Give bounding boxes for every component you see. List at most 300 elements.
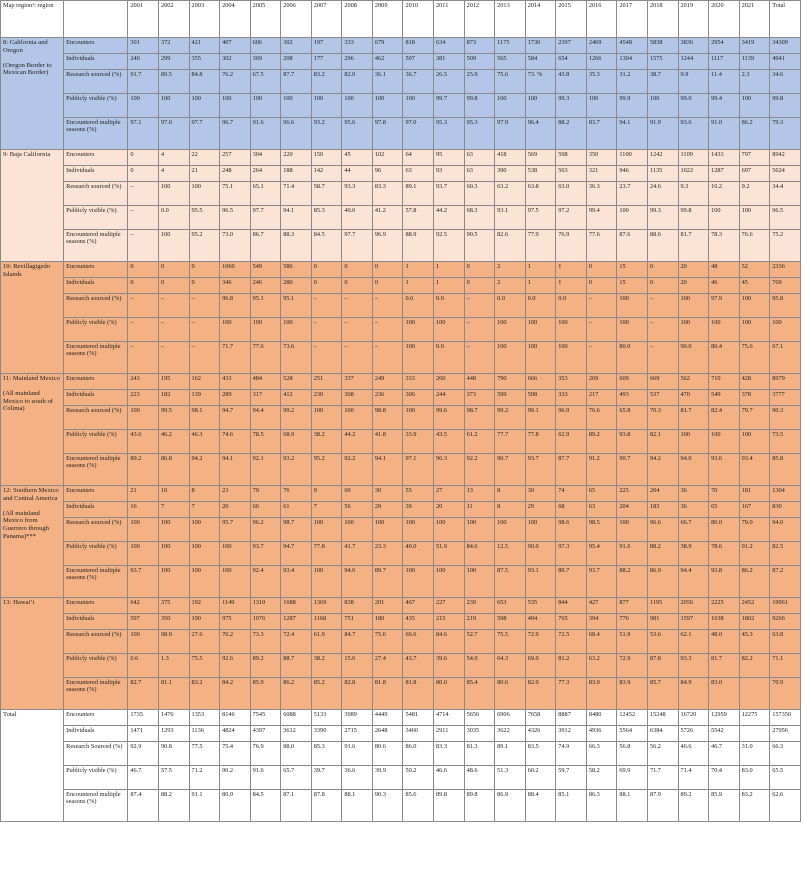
value-cell: 41.7 bbox=[342, 542, 373, 566]
value-cell: 63 bbox=[403, 166, 434, 182]
value-cell: 167 bbox=[739, 502, 770, 518]
value-cell: 73. % bbox=[525, 70, 556, 94]
value-cell: 142 bbox=[311, 166, 342, 182]
value-cell: 63 bbox=[464, 150, 495, 166]
value-cell: 584 bbox=[525, 54, 556, 70]
value-cell: – bbox=[128, 294, 159, 318]
value-cell: 4397 bbox=[250, 726, 281, 742]
value-cell: 90.7 bbox=[617, 454, 648, 486]
value-cell: 46.7 bbox=[709, 742, 740, 766]
value-cell: 609 bbox=[617, 374, 648, 390]
value-cell: 65.7 bbox=[281, 766, 312, 790]
value-cell: 1135 bbox=[647, 166, 678, 182]
value-cell: 95.3 bbox=[434, 118, 465, 150]
value-cell: 90.5 bbox=[464, 230, 495, 262]
value-cell: 84.6 bbox=[434, 630, 465, 654]
value-cell: 61 bbox=[281, 502, 312, 518]
value-cell: 79 bbox=[250, 486, 281, 502]
value-cell: 95.1 bbox=[281, 294, 312, 318]
value-cell: 15 bbox=[617, 262, 648, 278]
value-cell: 31.2 bbox=[617, 70, 648, 94]
table-row bbox=[1, 294, 801, 318]
value-cell: 100 bbox=[709, 318, 740, 342]
value-cell: 1287 bbox=[709, 166, 740, 182]
value-cell: 4548 bbox=[617, 38, 648, 54]
value-cell: 15248 bbox=[647, 710, 678, 726]
header-year: 2004 bbox=[220, 1, 251, 38]
value-cell: 23 bbox=[220, 486, 251, 502]
value-cell: 1310 bbox=[250, 598, 281, 614]
value-cell: 95.8 bbox=[770, 294, 801, 318]
value-cell: 16720 bbox=[678, 710, 709, 726]
value-cell: 36.7 bbox=[403, 70, 434, 94]
value-cell: 89.8 bbox=[434, 790, 465, 822]
value-cell: 85.9 bbox=[709, 790, 740, 822]
header-year: 2009 bbox=[372, 1, 403, 38]
value-cell: 65 bbox=[586, 486, 617, 502]
value-cell: 181 bbox=[739, 486, 770, 502]
value-cell: 92.2 bbox=[464, 454, 495, 486]
value-cell: 99.3 bbox=[647, 206, 678, 230]
value-cell: 79.0 bbox=[739, 518, 770, 542]
value-cell: – bbox=[189, 318, 220, 342]
value-cell: 100 bbox=[189, 94, 220, 118]
table-row bbox=[1, 390, 801, 406]
value-cell: 569 bbox=[525, 150, 556, 166]
value-cell: 21 bbox=[189, 166, 220, 182]
value-cell: 99.1 bbox=[525, 406, 556, 430]
value-cell: 981 bbox=[647, 614, 678, 630]
value-cell: 97.1 bbox=[128, 118, 159, 150]
value-cell: 565 bbox=[495, 54, 526, 70]
value-cell: 40.0 bbox=[342, 206, 373, 230]
value-cell: 975 bbox=[220, 614, 251, 630]
value-cell: 1168 bbox=[311, 614, 342, 630]
value-cell: 65.5 bbox=[770, 766, 801, 790]
value-cell: 1802 bbox=[739, 614, 770, 630]
value-cell: 1293 bbox=[158, 726, 189, 742]
value-cell: 100 bbox=[372, 94, 403, 118]
value-cell: 97.9 bbox=[495, 118, 526, 150]
value-cell: 78.6 bbox=[709, 542, 740, 566]
value-cell: 666 bbox=[525, 374, 556, 390]
value-cell: 100 bbox=[678, 318, 709, 342]
value-cell: 36.1 bbox=[372, 70, 403, 94]
value-cell: 52.7 bbox=[464, 630, 495, 654]
value-cell: 99.6 bbox=[434, 406, 465, 430]
table-row bbox=[1, 70, 801, 94]
value-cell: 1638 bbox=[709, 614, 740, 630]
value-cell: 2648 bbox=[372, 726, 403, 742]
value-cell: 299 bbox=[158, 54, 189, 70]
value-cell: 1242 bbox=[647, 150, 678, 166]
value-cell: 249 bbox=[372, 374, 403, 390]
value-cell: 87.2 bbox=[770, 566, 801, 598]
value-cell: 99.4 bbox=[709, 94, 740, 118]
value-cell: 0 bbox=[464, 278, 495, 294]
value-cell: 100 bbox=[158, 518, 189, 542]
value-cell: 96.5 bbox=[770, 206, 801, 230]
value-cell: 4 bbox=[158, 166, 189, 182]
value-cell: 100 bbox=[434, 566, 465, 598]
value-cell: 87.5 bbox=[495, 566, 526, 598]
value-cell: 100 bbox=[158, 542, 189, 566]
value-cell: 83.0 bbox=[709, 678, 740, 710]
value-cell: 95.7 bbox=[220, 518, 251, 542]
value-cell: 100 bbox=[403, 518, 434, 542]
value-cell: 43.5 bbox=[434, 430, 465, 454]
value-cell: 68.9 bbox=[281, 430, 312, 454]
value-cell: 46.3 bbox=[189, 430, 220, 454]
value-cell: 100 bbox=[342, 518, 373, 542]
value-cell: – bbox=[128, 182, 159, 206]
value-cell: 99.2 bbox=[281, 406, 312, 430]
value-cell: 31.0 bbox=[739, 742, 770, 766]
header-year: 2013 bbox=[495, 1, 526, 38]
value-cell: 1022 bbox=[678, 166, 709, 182]
value-cell: 36.6 bbox=[342, 766, 373, 790]
value-cell: – bbox=[128, 206, 159, 230]
value-cell: 86.0 bbox=[403, 742, 434, 766]
value-cell: 6088 bbox=[281, 710, 312, 726]
value-cell: 9.9 bbox=[678, 70, 709, 94]
value-cell: 448 bbox=[464, 374, 495, 390]
value-cell: 68.4 bbox=[586, 630, 617, 654]
value-cell: 301 bbox=[128, 38, 159, 54]
value-cell: 90.7 bbox=[495, 454, 526, 486]
value-cell: 1433 bbox=[709, 150, 740, 166]
value-cell: 19961 bbox=[770, 598, 801, 614]
value-cell: 94.1 bbox=[220, 454, 251, 486]
value-cell: 88.3 bbox=[281, 230, 312, 262]
metric-label: Encounters bbox=[64, 374, 128, 390]
value-cell: 50.2 bbox=[403, 766, 434, 790]
value-cell: 71.4 bbox=[678, 766, 709, 790]
value-cell: 139 bbox=[189, 390, 220, 406]
value-cell: 85.9 bbox=[250, 678, 281, 710]
value-cell: 98.6 bbox=[556, 518, 587, 542]
value-cell: 73.0 bbox=[220, 230, 251, 262]
value-cell: 100 bbox=[158, 94, 189, 118]
value-cell: 75.6 bbox=[495, 70, 526, 94]
value-cell: – bbox=[372, 342, 403, 374]
value-cell: 306 bbox=[403, 390, 434, 406]
header-year: 2021 bbox=[739, 1, 770, 38]
value-cell: 3836 bbox=[678, 38, 709, 54]
table-row bbox=[1, 230, 801, 262]
value-cell: 82.8 bbox=[342, 678, 373, 710]
value-cell: 7 bbox=[189, 502, 220, 518]
value-cell: 38.9 bbox=[678, 542, 709, 566]
value-cell: 90.0 bbox=[678, 342, 709, 374]
value-cell: 0.0 bbox=[403, 294, 434, 318]
value-cell: 93.3 bbox=[678, 654, 709, 678]
value-cell: 2.3 bbox=[739, 70, 770, 94]
value-cell: 94.7 bbox=[220, 406, 251, 430]
value-cell: 2056 bbox=[678, 598, 709, 614]
value-cell: – bbox=[372, 294, 403, 318]
value-cell: 82.0 bbox=[342, 70, 373, 94]
value-cell: 73.6 bbox=[281, 342, 312, 374]
value-cell: 94.7 bbox=[281, 542, 312, 566]
value-cell: 412 bbox=[281, 390, 312, 406]
value-cell: 381 bbox=[434, 54, 465, 70]
value-cell: 100 bbox=[403, 94, 434, 118]
value-cell: 350 bbox=[158, 614, 189, 630]
value-cell: 654 bbox=[556, 54, 587, 70]
value-cell: 433 bbox=[220, 374, 251, 390]
value-cell: 87.4 bbox=[128, 790, 159, 822]
value-cell: 22 bbox=[189, 150, 220, 166]
value-cell: 100 bbox=[739, 294, 770, 318]
value-cell: 97.7 bbox=[342, 230, 373, 262]
value-cell: 63 bbox=[586, 502, 617, 518]
header-year: 2020 bbox=[709, 1, 740, 38]
table-row bbox=[1, 678, 801, 710]
header-year: 2017 bbox=[617, 1, 648, 38]
value-cell: 48.0 bbox=[709, 630, 740, 654]
value-cell: 0 bbox=[128, 166, 159, 182]
metric-label: Publicly visible (%) bbox=[64, 766, 128, 790]
value-cell: 100 bbox=[311, 518, 342, 542]
value-cell: 1287 bbox=[281, 614, 312, 630]
region-name: 13: Hawai’i bbox=[1, 598, 64, 710]
value-cell: 797 bbox=[739, 150, 770, 166]
value-cell: 100 bbox=[647, 94, 678, 118]
value-cell: 1139 bbox=[739, 54, 770, 70]
value-cell: 77.8 bbox=[311, 542, 342, 566]
value-cell: 100 bbox=[311, 566, 342, 598]
value-cell: 44 bbox=[342, 166, 373, 182]
value-cell: 333 bbox=[403, 374, 434, 390]
value-cell: 96.5 bbox=[220, 206, 251, 230]
table-row bbox=[1, 150, 801, 166]
value-cell: 302 bbox=[281, 38, 312, 54]
value-cell: 65.1 bbox=[250, 182, 281, 206]
value-cell: 81.3 bbox=[464, 742, 495, 766]
value-cell: 1730 bbox=[525, 38, 556, 54]
value-cell: 240 bbox=[128, 54, 159, 70]
value-cell: 81.8 bbox=[372, 678, 403, 710]
table-row bbox=[1, 406, 801, 430]
value-cell: 36 bbox=[678, 502, 709, 518]
value-cell: 88.2 bbox=[158, 790, 189, 822]
table-row bbox=[1, 518, 801, 542]
value-cell: 7 bbox=[311, 502, 342, 518]
table-row bbox=[1, 614, 801, 630]
value-cell: 85.1 bbox=[556, 790, 587, 822]
value-cell: 92.9 bbox=[128, 742, 159, 766]
value-cell: 100 bbox=[525, 518, 556, 542]
value-cell: 93.7 bbox=[525, 454, 556, 486]
value-cell: 100 bbox=[739, 318, 770, 342]
value-cell: 97.9 bbox=[709, 294, 740, 318]
value-cell: 83.7 bbox=[586, 118, 617, 150]
value-cell: 81.2 bbox=[556, 654, 587, 678]
metric-label: Encounters bbox=[64, 598, 128, 614]
value-cell: 16.2 bbox=[709, 182, 740, 206]
value-cell: – bbox=[342, 318, 373, 342]
value-cell: 85.6 bbox=[403, 790, 434, 822]
region-name: Total bbox=[1, 710, 64, 822]
value-cell: 598 bbox=[495, 614, 526, 630]
table-row bbox=[1, 374, 801, 390]
value-cell: 36.3 bbox=[586, 182, 617, 206]
table-row bbox=[1, 454, 801, 486]
value-cell: 88.6 bbox=[647, 230, 678, 262]
value-cell: 1100 bbox=[617, 150, 648, 166]
value-cell: 39.6 bbox=[434, 654, 465, 678]
value-cell: 0 bbox=[342, 278, 373, 294]
value-cell: 98.1 bbox=[189, 406, 220, 430]
value-cell: 100 bbox=[495, 94, 526, 118]
value-cell: 46.6 bbox=[678, 742, 709, 766]
table-row bbox=[1, 38, 801, 54]
value-cell: 599 bbox=[495, 390, 526, 406]
value-cell: 63 bbox=[464, 166, 495, 182]
value-cell: 509 bbox=[464, 54, 495, 70]
value-cell: 12.5 bbox=[495, 542, 526, 566]
value-cell: 85.4 bbox=[464, 678, 495, 710]
value-cell: 76.9 bbox=[556, 230, 587, 262]
value-cell: 1 bbox=[403, 278, 434, 294]
value-cell: 5656 bbox=[464, 710, 495, 726]
value-cell: 62.6 bbox=[770, 790, 801, 822]
value-cell: 1304 bbox=[617, 54, 648, 70]
metric-label: Encountered multiple seasons (%) bbox=[64, 454, 128, 486]
value-cell: 89.2 bbox=[678, 790, 709, 822]
value-cell: 71.2 bbox=[189, 766, 220, 790]
value-cell: 34309 bbox=[770, 38, 801, 54]
value-cell: 225 bbox=[617, 486, 648, 502]
value-cell: 507 bbox=[403, 54, 434, 70]
value-cell: 75.6 bbox=[739, 342, 770, 374]
value-cell: 82.1 bbox=[647, 430, 678, 454]
header-year: 2015 bbox=[556, 1, 587, 38]
value-cell: 4449 bbox=[372, 710, 403, 726]
value-cell: 96.2 bbox=[250, 518, 281, 542]
value-cell: 100 bbox=[678, 430, 709, 454]
value-cell: 83.0 bbox=[739, 766, 770, 790]
value-cell: 78.3 bbox=[709, 230, 740, 262]
value-cell: 83.2 bbox=[311, 70, 342, 94]
value-cell: 494 bbox=[525, 614, 556, 630]
value-cell: 86.9 bbox=[647, 566, 678, 598]
value-cell: 100 bbox=[128, 94, 159, 118]
value-cell: 97.2 bbox=[556, 206, 587, 230]
value-cell: 7658 bbox=[525, 710, 556, 726]
value-cell: 100 bbox=[403, 342, 434, 374]
value-cell: 63.2 bbox=[495, 182, 526, 206]
value-cell: 85.2 bbox=[311, 678, 342, 710]
value-cell: 467 bbox=[403, 598, 434, 614]
value-cell: 89.2 bbox=[586, 430, 617, 454]
value-cell: 88.2 bbox=[556, 118, 587, 150]
value-cell: 586 bbox=[281, 262, 312, 278]
value-cell: 183 bbox=[647, 502, 678, 518]
value-cell: 182 bbox=[158, 390, 189, 406]
value-cell: 99.0 bbox=[678, 94, 709, 118]
value-cell: 66.3 bbox=[586, 742, 617, 766]
value-cell: 90.3 bbox=[770, 406, 801, 430]
metric-label: Publicly visible (%) bbox=[64, 318, 128, 342]
value-cell: 69.9 bbox=[617, 766, 648, 790]
value-cell: 289 bbox=[220, 390, 251, 406]
metric-label: Encountered multiple seasons (%) bbox=[64, 118, 128, 150]
value-cell: 8146 bbox=[220, 710, 251, 726]
value-cell: 1304 bbox=[770, 486, 801, 502]
value-cell: 82.5 bbox=[770, 542, 801, 566]
value-cell: 84.8 bbox=[189, 70, 220, 94]
value-cell: 428 bbox=[739, 374, 770, 390]
value-cell: 204 bbox=[617, 502, 648, 518]
value-cell: 92.2 bbox=[342, 454, 373, 486]
value-cell: 95 bbox=[434, 150, 465, 166]
value-cell: 75.5 bbox=[189, 654, 220, 678]
value-cell: 1149 bbox=[220, 598, 251, 614]
value-cell: 36 bbox=[678, 486, 709, 502]
value-cell: 71.7 bbox=[220, 342, 251, 374]
value-cell: 86.2 bbox=[739, 566, 770, 598]
value-cell: 96.7 bbox=[220, 118, 251, 150]
value-cell: 66.6 bbox=[403, 630, 434, 654]
value-cell: 51.3 bbox=[495, 766, 526, 790]
value-cell: 71.1 bbox=[770, 654, 801, 678]
table-row bbox=[1, 182, 801, 206]
value-cell: 8942 bbox=[770, 150, 801, 166]
value-cell: 27956 bbox=[770, 726, 801, 742]
value-cell: 100 bbox=[128, 406, 159, 430]
value-cell: 56 bbox=[342, 502, 373, 518]
value-cell: 372 bbox=[158, 38, 189, 54]
value-cell: 88.4 bbox=[525, 790, 556, 822]
value-cell: 60.2 bbox=[525, 766, 556, 790]
value-cell: 8 bbox=[495, 486, 526, 502]
header-year: 2007 bbox=[311, 1, 342, 38]
value-cell: 23.7 bbox=[617, 182, 648, 206]
value-cell: 74.6 bbox=[220, 430, 251, 454]
value-cell: 100 bbox=[403, 406, 434, 430]
value-cell: 16 bbox=[128, 502, 159, 518]
value-cell: 99.2 bbox=[495, 406, 526, 430]
value-cell: 0 bbox=[311, 262, 342, 278]
value-cell: 97.1 bbox=[403, 454, 434, 486]
value-cell: 52 bbox=[739, 262, 770, 278]
value-cell: 66.7 bbox=[678, 518, 709, 542]
value-cell: 41.2 bbox=[372, 206, 403, 230]
value-cell: 24.6 bbox=[647, 182, 678, 206]
header-total: Total bbox=[770, 1, 801, 38]
value-cell: 2336 bbox=[770, 262, 801, 278]
value-cell: 0.0 bbox=[434, 294, 465, 318]
value-cell: 34.6 bbox=[770, 70, 801, 94]
value-cell: – bbox=[647, 294, 678, 318]
value-cell: 39 bbox=[403, 502, 434, 518]
value-cell: 71.4 bbox=[281, 182, 312, 206]
table-row bbox=[1, 502, 801, 518]
value-cell: 15 bbox=[617, 278, 648, 294]
value-cell: 62.9 bbox=[556, 430, 587, 454]
value-cell: 13 bbox=[464, 486, 495, 502]
value-cell: 1.3 bbox=[158, 654, 189, 678]
value-cell: 407 bbox=[220, 38, 251, 54]
value-cell: 91.6 bbox=[617, 542, 648, 566]
value-cell: 484 bbox=[250, 374, 281, 390]
value-cell: 84.7 bbox=[342, 630, 373, 654]
value-cell: 88.7 bbox=[281, 654, 312, 678]
value-cell: 74 bbox=[556, 486, 587, 502]
value-cell: 100 bbox=[434, 318, 465, 342]
